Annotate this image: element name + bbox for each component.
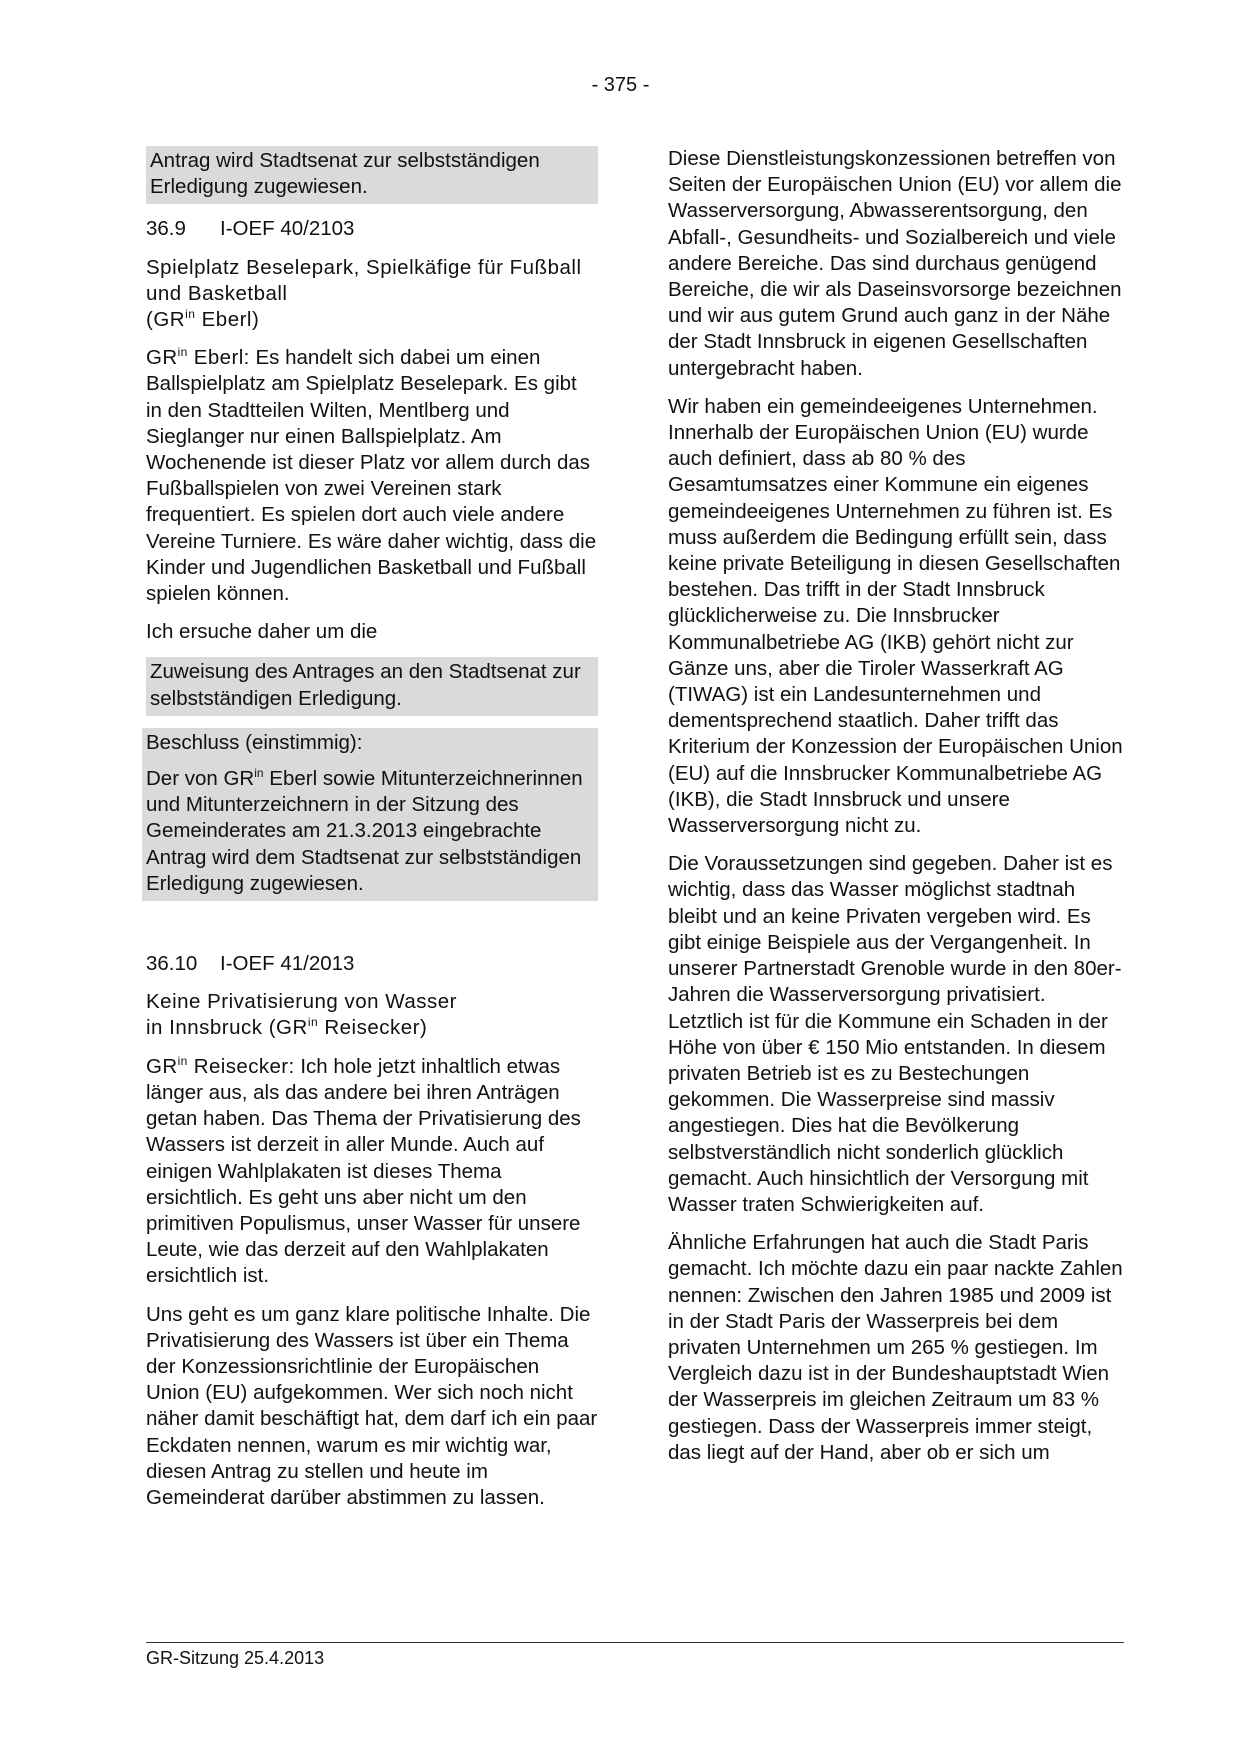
- page-number: - 375 -: [591, 74, 650, 96]
- intro-decision-shaded: Antrag wird Stadtsenat zur selbstständigen Erledigung zugewiesen.: [146, 146, 598, 204]
- item-heading-36-9: [146, 216, 598, 242]
- item-number: 36.10: [146, 952, 198, 976]
- left-column: [146, 146, 598, 1523]
- right-column: [668, 146, 1124, 1478]
- resolution-title: Beschluss (einstimmig):: [146, 730, 363, 754]
- item-subject: Keine Privatisierung von Wasser in Innsbruck ($GR^{in}$ Reisecker): [146, 990, 457, 1040]
- item-reference: I-OEF 40/2103: [220, 217, 355, 241]
- speech-paragraph: Die Voraussetzungen sind gegeben. Daher ist es wichtig, dass das Wasser möglichst stadtnah bleibt und an keine Privaten vergeben wird. Es gibt einige Beispiele aus der Vergangenheit. In unserer Partnerstadt Grenoble wurde in den 80er-Jahren die Wasserversorgung privatisiert. Letztlich ist für die Kommune ein Schaden in der Höhe von über € 150 Mio entstanden. In diesem privaten Betrieb ist es zu Bestechungen gekommen. Die Wasserpreise sind massiv angestiegen. Dies hat die Bevölkerung selbstverständlich nicht sonderlich glücklich gemacht. Auch hinsichtlich der Versorgung mit Wasser traten Schwierigkeiten auf.: [668, 852, 1122, 1216]
- speech-paragraph: Wir haben ein gemeindeeigenes Unternehmen. Innerhalb der Europäischen Union (EU) wurde auch definiert, dass ab 80 % des Gesamtumsatzes einer Kommune ein eigenes gemeindeeigenes Unternehmen zu führen ist. Es muss außerdem die Bedingung erfüllt sein, dass keine private Beteiligung in diesen Gesellschaften bestehen. Das trifft in der Stadt Innsbruck glücklicherweise zu. Die Innsbrucker Kommunalbetriebe AG (IKB) gehört nicht zur Gänze uns, aber die Tiroler Wasserkraft AG (TIWAG) ist ein Landesunternehmen und dementsprechend staatlich. Daher trifft das Kriterium der Konzession der Europäischen Union (EU) auf die Innsbrucker Kommunalbetriebe AG (IKB), die Stadt Innsbruck und unsere Wasserversorgung nicht zu.: [668, 394, 1123, 838]
- request-shaded: Zuweisung des Antrages an den Stadtsenat zur selbstständigen Erledigung.: [146, 657, 598, 715]
- footer-session-label: GR-Sitzung 25.4.2013: [146, 1648, 325, 1668]
- speaker-label: $GR^{in}$ Reisecker:: [146, 1053, 295, 1078]
- resolution-text: Der von $GR^{in}$ Eberl sowie Mitunterzeichnerinnen und Mitunterzeichnern in der Sitzung des Gemeinderates am 21.3.2013 eingebrachte Antrag wird dem Stadtsenat zur selbstständigen Erledigung zugewiesen.: [146, 766, 583, 895]
- speech-paragraph: Ähnliche Erfahrungen hat auch die Stadt Paris gemacht. Ich möchte dazu ein paar nackte Zahlen nennen: Zwischen den Jahren 1985 und 2009 ist in der Stadt Paris der Wasserpreis bei dem privaten Unternehmen um 265 % gestiegen. Im Vergleich dazu ist in der Bundeshauptstadt Wien der Wasserpreis im gleichen Zeitraum um 83 % gestiegen. Dass der Wasserpreis immer steigt, das liegt auf der Hand, aber ob er sich um: [668, 1231, 1123, 1464]
- resolution-box: [142, 728, 598, 901]
- speaker-label: $GR^{in}$ Eberl:: [146, 345, 250, 370]
- item-reference: I-OEF 41/2013: [220, 952, 355, 976]
- speech-paragraph: Diese Dienstleistungskonzessionen betreffen von Seiten der Europäischen Union (EU) vor allem die Wasserversorgung, Abwasserentsorgung, den Abfall-, Gesundheits- und Sozialbereich und viele andere Bereiche. Das sind durchaus genügend Bereiche, die wir als Daseinsvorsorge bezeichnen und wir aus gutem Grund auch ganz in der Nähe der Stadt Innsbruck in eigenen Gesellschaften untergebracht haben.: [668, 147, 1122, 380]
- item-subject: Spielplatz Beselepark, Spielkäfige für Fußball und Basketball ($GR^{in}$ Eberl): [146, 255, 582, 332]
- footer-divider: [146, 1642, 1124, 1643]
- item-heading-36-10: [146, 951, 598, 977]
- speech-paragraph: $GR^{in}$ Reisecker: Ich hole jetzt inhaltlich etwas länger aus, als das andere bei ihren Anträgen getan haben. Das Thema der Privatisierung des Wassers ist derzeit in aller Munde. Auch auf einigen Wahlplakaten ist dieses Thema ersichtlich. Es geht uns aber nicht um den primitiven Populismus, unser Wasser für unsere Leute, wie das derzeit auf den Wahlplakaten ersichtlich ist.: [146, 1053, 581, 1288]
- item-number: 36.9: [146, 217, 186, 241]
- speech-paragraph: Ich ersuche daher um die: [146, 620, 378, 644]
- speech-paragraph: $GR^{in}$ Eberl: Es handelt sich dabei um einen Ballspielplatz am Spielplatz Beselepark. Es gibt in den Stadtteilen Wilten, Mentlberg und Sieglanger nur einen Ballspielplatz. Am Wochenende ist dieser Platz vor allem durch das Fußballspielen von zwei Vereinen stark frequentiert. Es spielen dort auch viele andere Vereine Turniere. Es wäre daher wichtig, dass die Kinder und Jugendlichen Basketball und Fußball spielen können.: [146, 345, 597, 606]
- speech-paragraph: Uns geht es um ganz klare politische Inhalte. Die Privatisierung des Wassers ist über ein Thema der Konzessionsrichtlinie der Europäischen Union (EU) aufgekommen. Wer sich noch nicht näher damit beschäftigt hat, dem darf ich ein paar Eckdaten nennen, warum es mir wichtig war, diesen Antrag zu stellen und heute im Gemeinderat darüber abstimmen zu lassen.: [146, 1302, 598, 1509]
